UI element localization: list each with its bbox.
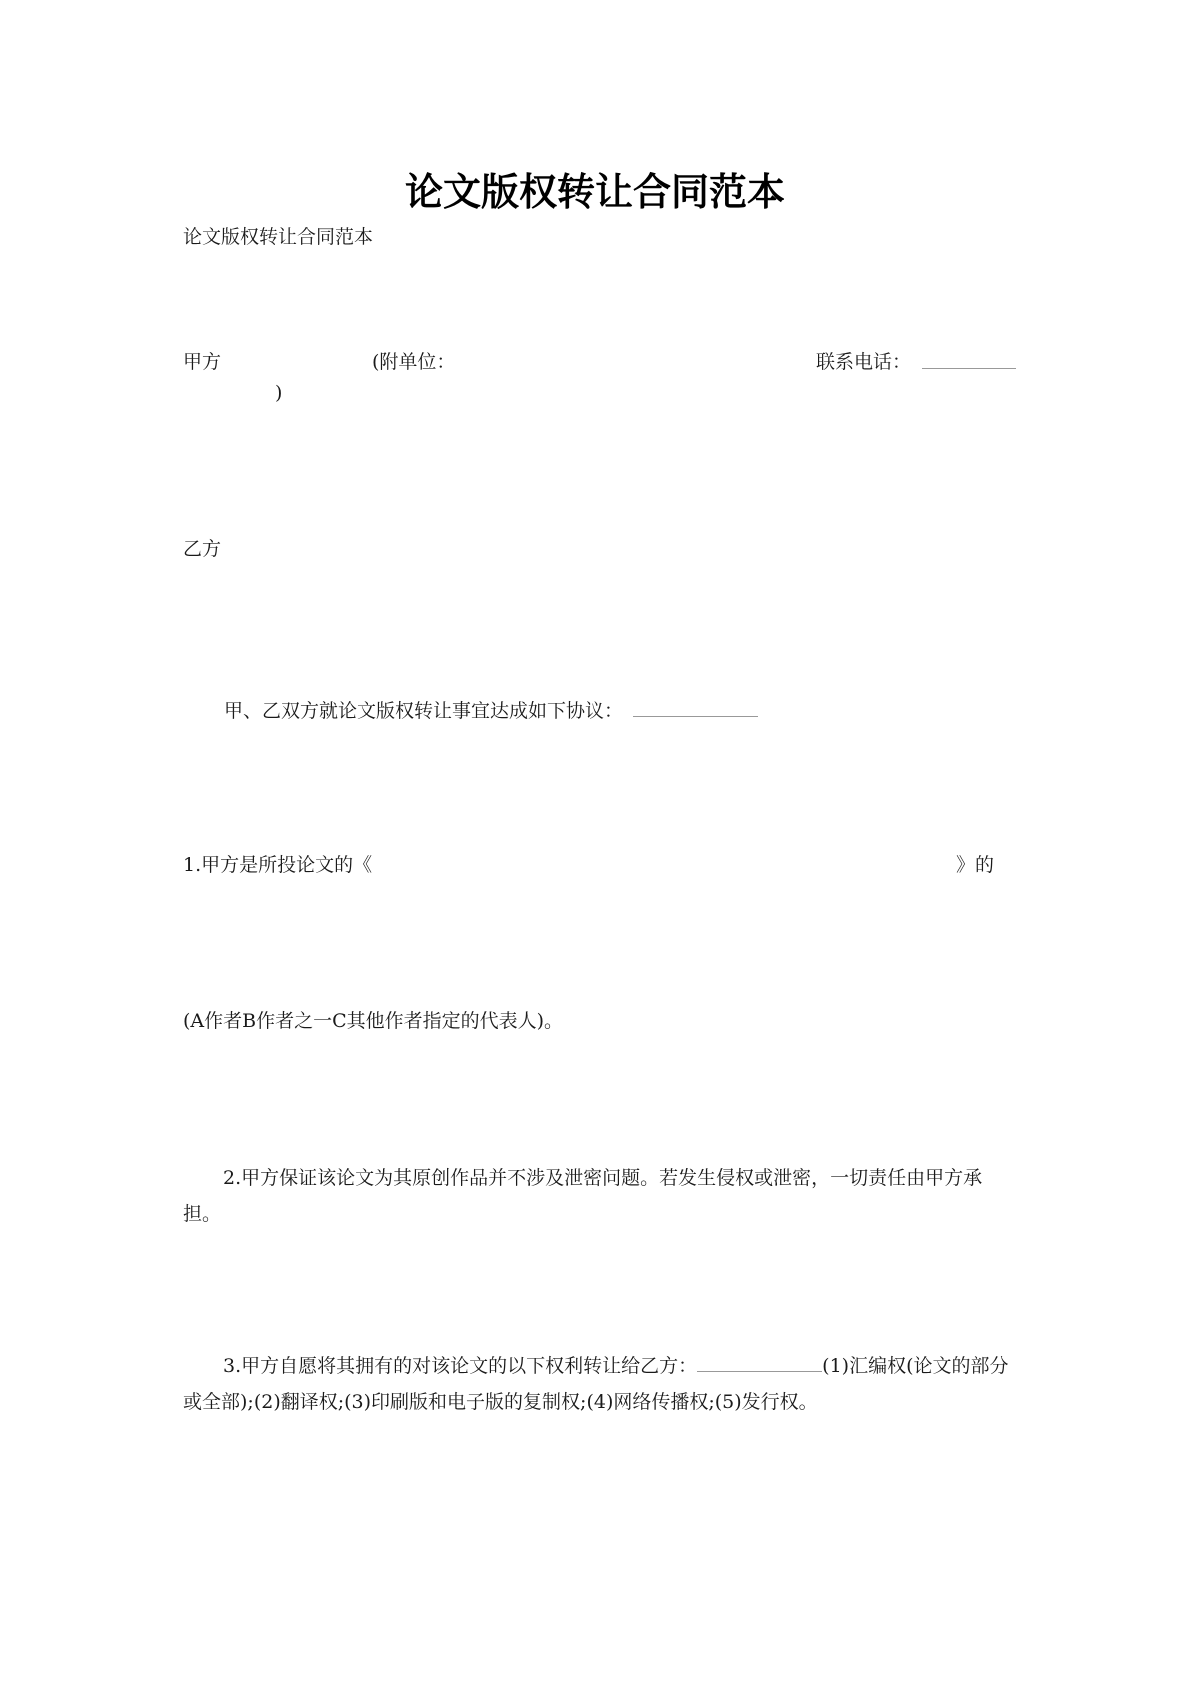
clause-1-number: 1. xyxy=(183,854,202,876)
clause-3-blank-line[interactable] xyxy=(697,1353,822,1372)
party-b-label: 乙方 xyxy=(183,538,222,560)
clause-2-number: 2. xyxy=(223,1167,242,1189)
clause-1-line xyxy=(183,853,372,877)
clause-3-paragraph xyxy=(183,1348,1015,1420)
intro-blank-line[interactable] xyxy=(633,698,758,717)
clause-1-options: (A作者B作者之一C其他作者指定的代表人)。 xyxy=(183,1010,564,1032)
clause-1-text-after: 》的 xyxy=(956,854,995,876)
document-subtitle: 论文版权转让合同范本 xyxy=(183,226,374,248)
party-a-phone-label: 联系电话： xyxy=(816,351,912,373)
intro-text: 甲、乙双方就论文版权转让事宜达成如下协议： xyxy=(224,700,624,722)
party-a-label: 甲方 xyxy=(183,351,222,373)
party-a-affiliation-close: ) xyxy=(275,382,283,404)
clause-1-text-before: 甲方是所投论文的《 xyxy=(201,854,373,876)
party-a-phone-field[interactable] xyxy=(922,350,1016,375)
document-title: 论文版权转让合同范本 xyxy=(404,170,785,214)
clause-3-text-after: (1)汇编权(论文的部分或全部);(2)翻译权;(3)印刷版和电子版的复制权;(4)网络传播权;(5)发行权。 xyxy=(183,1355,1009,1413)
clause-3-text-before: 甲方自愿将其拥有的对该论文的以下权利转让给乙方： xyxy=(241,1355,698,1377)
party-a-affiliation-label: (附单位： xyxy=(372,351,456,373)
intro-paragraph xyxy=(224,698,758,723)
clause-2-paragraph xyxy=(183,1160,1015,1232)
phone-blank-line[interactable] xyxy=(922,350,1016,369)
clause-2-text: 甲方保证该论文为其原创作品并不涉及泄密问题。若发生侵权或泄密，一切责任由甲方承担。 xyxy=(183,1167,983,1225)
clause-3-number: 3. xyxy=(223,1355,242,1377)
